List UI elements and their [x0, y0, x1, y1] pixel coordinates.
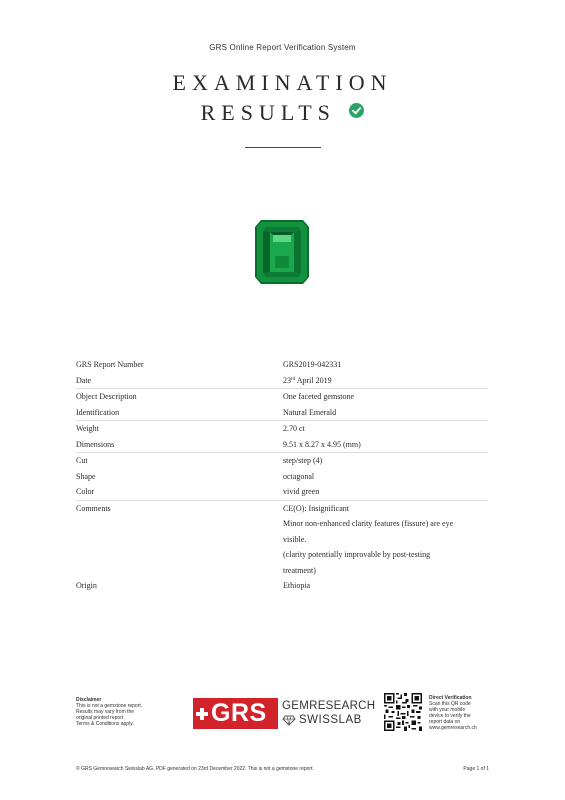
comments-value: CE(O): Insignificant Minor non-enhanced clarity features (fissure) are eye visible. (clarity potentially improvable by post-testing treatment)	[283, 503, 454, 575]
page-title-text: RESULTS	[200, 100, 336, 125]
table-row	[76, 501, 488, 579]
page-title-line1: EXAMINATION	[172, 70, 393, 95]
page-title-line2	[0, 100, 565, 126]
report-number-label: GRS Report Number	[76, 360, 144, 369]
identification-value: Natural Emerald	[283, 407, 337, 417]
table-row	[76, 437, 488, 454]
emerald-gem-image	[255, 220, 309, 284]
table-row	[76, 484, 488, 501]
disclaimer-title: Disclaimer	[76, 697, 102, 703]
disclaimer	[76, 697, 186, 727]
identification-label: Identification	[76, 407, 120, 417]
grs-logo	[193, 698, 376, 730]
color-value: vivid green	[283, 487, 320, 496]
weight-value: 2.70 ct	[283, 424, 305, 433]
verification-line: Scan this QR code	[429, 701, 471, 707]
copyright-text: © GRS Gemresearch Swisslab AG. PDF generated on 23rd December 2022. This is not a gemstone report.	[76, 766, 314, 772]
report-table	[76, 357, 488, 594]
qr-code-icon[interactable]	[384, 693, 422, 731]
page-number: Page 1 of 1	[463, 766, 489, 772]
table-row	[76, 389, 488, 405]
table-row	[76, 453, 488, 469]
origin-value: Ethiopia	[283, 581, 311, 590]
title-divider	[245, 147, 321, 148]
shape-value: octagonal	[283, 471, 315, 481]
disclaimer-line: original printed report.	[76, 715, 125, 721]
disclaimer-line: Results may vary from the	[76, 709, 135, 715]
logo-mark: GRS	[211, 699, 267, 727]
direct-verification	[429, 695, 499, 731]
object-description-label: Object Description	[76, 392, 137, 401]
verification-line: with your mobile	[429, 707, 466, 713]
table-row	[76, 578, 488, 594]
table-row	[76, 357, 488, 373]
system-title: GRS Online Report Verification System	[209, 43, 356, 52]
report-number-value: GRS2019-042331	[283, 360, 342, 369]
table-row	[76, 421, 488, 437]
verification-line: report data on	[429, 719, 461, 725]
color-label: Color	[76, 487, 95, 496]
diamond-icon	[282, 715, 296, 726]
dimensions-label: Dimensions	[76, 439, 115, 449]
verification-line: device to verify the	[429, 713, 471, 719]
verification-title: Direct Verification	[429, 695, 472, 701]
origin-label: Origin	[76, 581, 97, 590]
logo-text-gemresearch: GEMRESEARCH	[282, 700, 376, 712]
cut-label: Cut	[76, 456, 88, 465]
cut-value: step/step (4)	[283, 456, 323, 465]
shape-label: Shape	[76, 471, 96, 481]
logo-text-swisslab: SWISSLAB	[299, 714, 362, 726]
comments-label: Comments	[76, 503, 111, 513]
table-row	[76, 405, 488, 422]
logo-red-block	[193, 698, 278, 729]
weight-label: Weight	[76, 424, 99, 433]
verification-link[interactable]: www.gemresearch.ch	[429, 725, 477, 731]
table-row	[76, 469, 488, 485]
check-circle-icon	[349, 103, 364, 118]
dimensions-value: 9.51 x 8.27 x 4.95 (mm)	[283, 439, 361, 449]
object-description-value: One faceted gemstone	[283, 392, 355, 401]
date-label: Date	[76, 375, 92, 385]
table-row	[76, 373, 488, 390]
page-footer	[76, 766, 489, 772]
date-value: 23rd April 2019	[283, 375, 332, 385]
disclaimer-line: Terms & Conditions apply.	[76, 721, 134, 727]
disclaimer-line: This is not a gemstone report.	[76, 703, 143, 709]
